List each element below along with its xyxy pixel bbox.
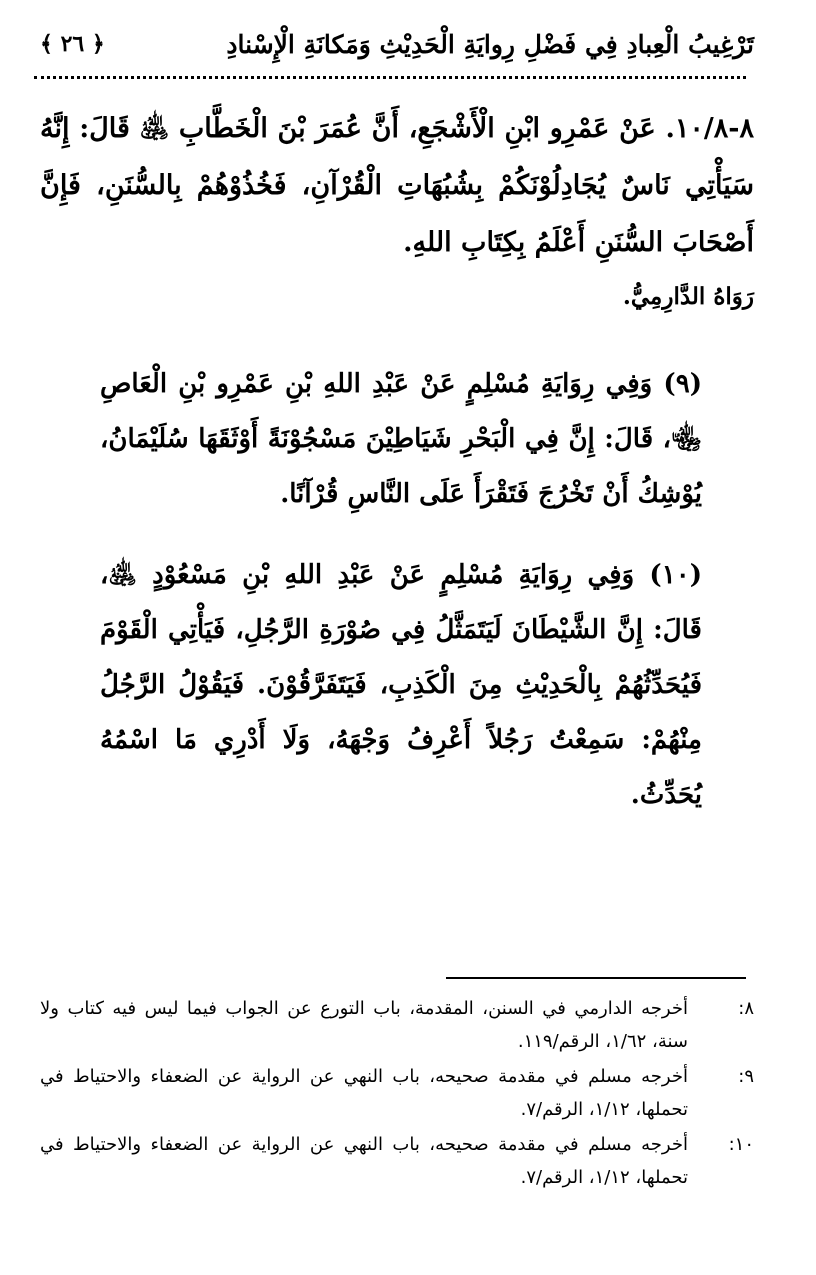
hadith-9-text: (٩) وَفِي رِوَايَةِ مُسْلِمٍ عَنْ عَبْدِ اللهِ بْنِ عَمْرِو بْنِ الْعَاصِ ﵄، قَالَ: إِنَّ فِي الْبَحْرِ شَيَاطِيْنَ مَسْجُوْنَةً أَوْثَقَهَا سُلَيْمَانُ، يُوْشِكُ أَنْ تَخْرُجَ فَتَقْرَأَ عَلَى النَّاسِ قُرْآنًا. (100, 369, 702, 509)
footnote-number: ١٠: (728, 1134, 754, 1155)
hadith-8-text: ٨-١٠/٨. عَنْ عَمْرِو ابْنِ الْأَشْجَعِ، أَنَّ عُمَرَ بْنَ الْخَطَّابِ ﵁ قَالَ: إِنَّهُ سَيَأْتِي نَاسٌ يُجَادِلُوْنَكُمْ بِشُبُهَاتِ الْقُرْآنِ، فَخُذُوْهُمْ بِالسُّنَنِ، فَإِنَّ أَصْحَابَ السُّنَنِ أَعْلَمُ بِكِتَابِ اللهِ. (40, 113, 754, 258)
footnote-text: أخرجه الدارمي في السنن، المقدمة، باب التورع عن الجواب فيما ليس فيه كتاب ولا سنة، ١/٦٢، الرقم/١١٩. (40, 998, 688, 1052)
page-number: ﴿ ٢٦ ﴾ (40, 31, 105, 57)
footnotes (40, 992, 760, 1196)
footnote-number: ٩: (738, 1066, 754, 1087)
footnote-number: ٨: (738, 998, 754, 1019)
running-header (40, 20, 754, 68)
header-dotted-rule (34, 76, 746, 79)
footnote-item (40, 1128, 760, 1194)
footnote-item (40, 1060, 760, 1126)
hadith-10-text: (١٠) وَفِي رِوَايَةِ مُسْلِمٍ عَنْ عَبْدِ اللهِ بْنِ مَسْعُوْدٍ ﵁، قَالَ: إِنَّ الشَّيْطَانَ لَيَتَمَثَّلُ فِي صُوْرَةِ الرَّجُلِ، فَيَأْتِي الْقَوْمَ فَيُحَدِّثُهُمْ بِالْحَدِيْثِ مِنَ الْكَذِبِ، فَيَتَفَرَّقُوْنَ. فَيَقُوْلُ الرَّجُلُ مِنْهُمْ: سَمِعْتُ رَجُلاً أَعْرِفُ وَجْهَهُ، وَلَا أَدْرِي مَا اسْمُهُ يُحَدِّثُ. (100, 560, 702, 810)
footnote-text: أخرجه مسلم في مقدمة صحيحه، باب النهي عن الرواية عن الضعفاء والاحتياط في تحملها، ١/١٢، الرقم/٧. (40, 1134, 688, 1188)
hadith-8-source: رَوَاهُ الدَّارِمِيُّ. (622, 283, 754, 310)
footnote-separator (446, 977, 746, 979)
footnote-text: أخرجه مسلم في مقدمة صحيحه، باب النهي عن الرواية عن الضعفاء والاحتياط في تحملها، ١/١٢، الرقم/٧. (40, 1066, 688, 1120)
main-text (40, 100, 754, 823)
footnote-item (40, 992, 760, 1058)
header-title: تَرْغِيبُ الْعِبادِ فِي فَضْلِ رِوايَةِ الْحَدِيْثِ وَمَكانَةِ الْإِسْنادِ (226, 29, 754, 59)
